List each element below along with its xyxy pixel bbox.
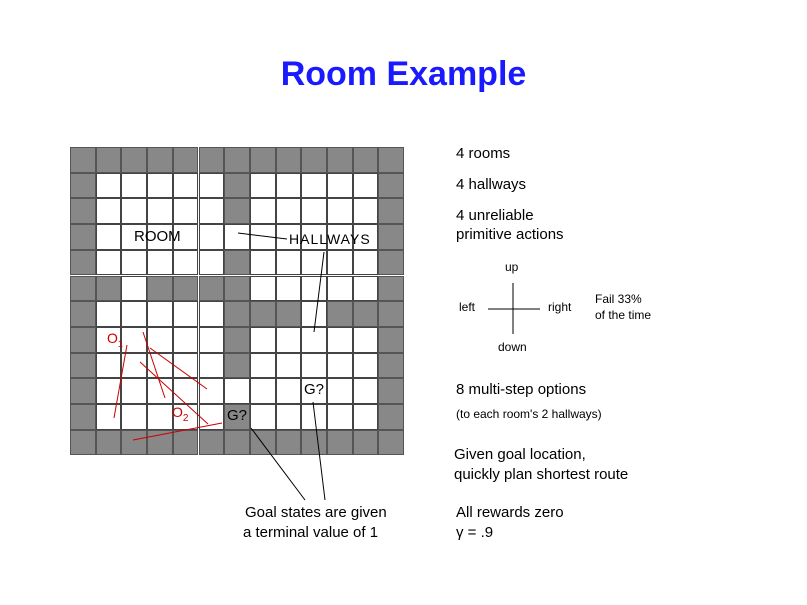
goal-note-line1: Goal states are given bbox=[245, 504, 387, 521]
direction-right-label: right bbox=[548, 300, 572, 314]
info-rooms: 4 rooms bbox=[456, 145, 511, 162]
option-label-2: $O_2$ bbox=[172, 404, 189, 424]
hallways-label: HALLWAYS bbox=[289, 231, 371, 247]
info-goal-line2: quickly plan shortest route bbox=[454, 466, 629, 483]
goal-pointer-line-left bbox=[251, 428, 305, 500]
goal-pointer-line-right bbox=[313, 402, 325, 500]
option-label-1: $O_1$ bbox=[107, 330, 123, 349]
option-line-5 bbox=[133, 423, 222, 440]
room-label: ROOM bbox=[134, 228, 181, 245]
goal-label-left: G? bbox=[227, 407, 248, 424]
option-line-2 bbox=[143, 332, 165, 398]
info-hallways: 4 hallways bbox=[456, 176, 527, 193]
hallway-pointer-line-2 bbox=[314, 252, 324, 332]
fail-rate-line2: of the time bbox=[595, 308, 652, 322]
info-options-note: (to each room's 2 hallways) bbox=[456, 407, 602, 421]
direction-up-label: up bbox=[505, 260, 519, 274]
info-options: 8 multi-step options bbox=[456, 381, 587, 398]
fail-rate-line1: Fail 33% bbox=[595, 292, 642, 306]
info-actions-line2: primitive actions bbox=[456, 226, 564, 243]
info-goal-line1: Given goal location, bbox=[454, 446, 586, 463]
goal-note-line2: a terminal value of 1 bbox=[243, 524, 379, 541]
goal-label-right: G? bbox=[304, 381, 325, 398]
hallway-pointer-line-1 bbox=[238, 233, 287, 239]
direction-left-label: left bbox=[459, 300, 476, 314]
info-rewards: All rewards zero bbox=[456, 504, 564, 521]
info-actions-line1: 4 unreliable bbox=[456, 207, 534, 224]
option-line-3 bbox=[150, 348, 207, 389]
slide-title: Room Example bbox=[280, 55, 527, 93]
direction-down-label: down bbox=[498, 340, 527, 354]
info-gamma: γ = .9 bbox=[456, 524, 494, 541]
option-line-1 bbox=[114, 345, 127, 418]
